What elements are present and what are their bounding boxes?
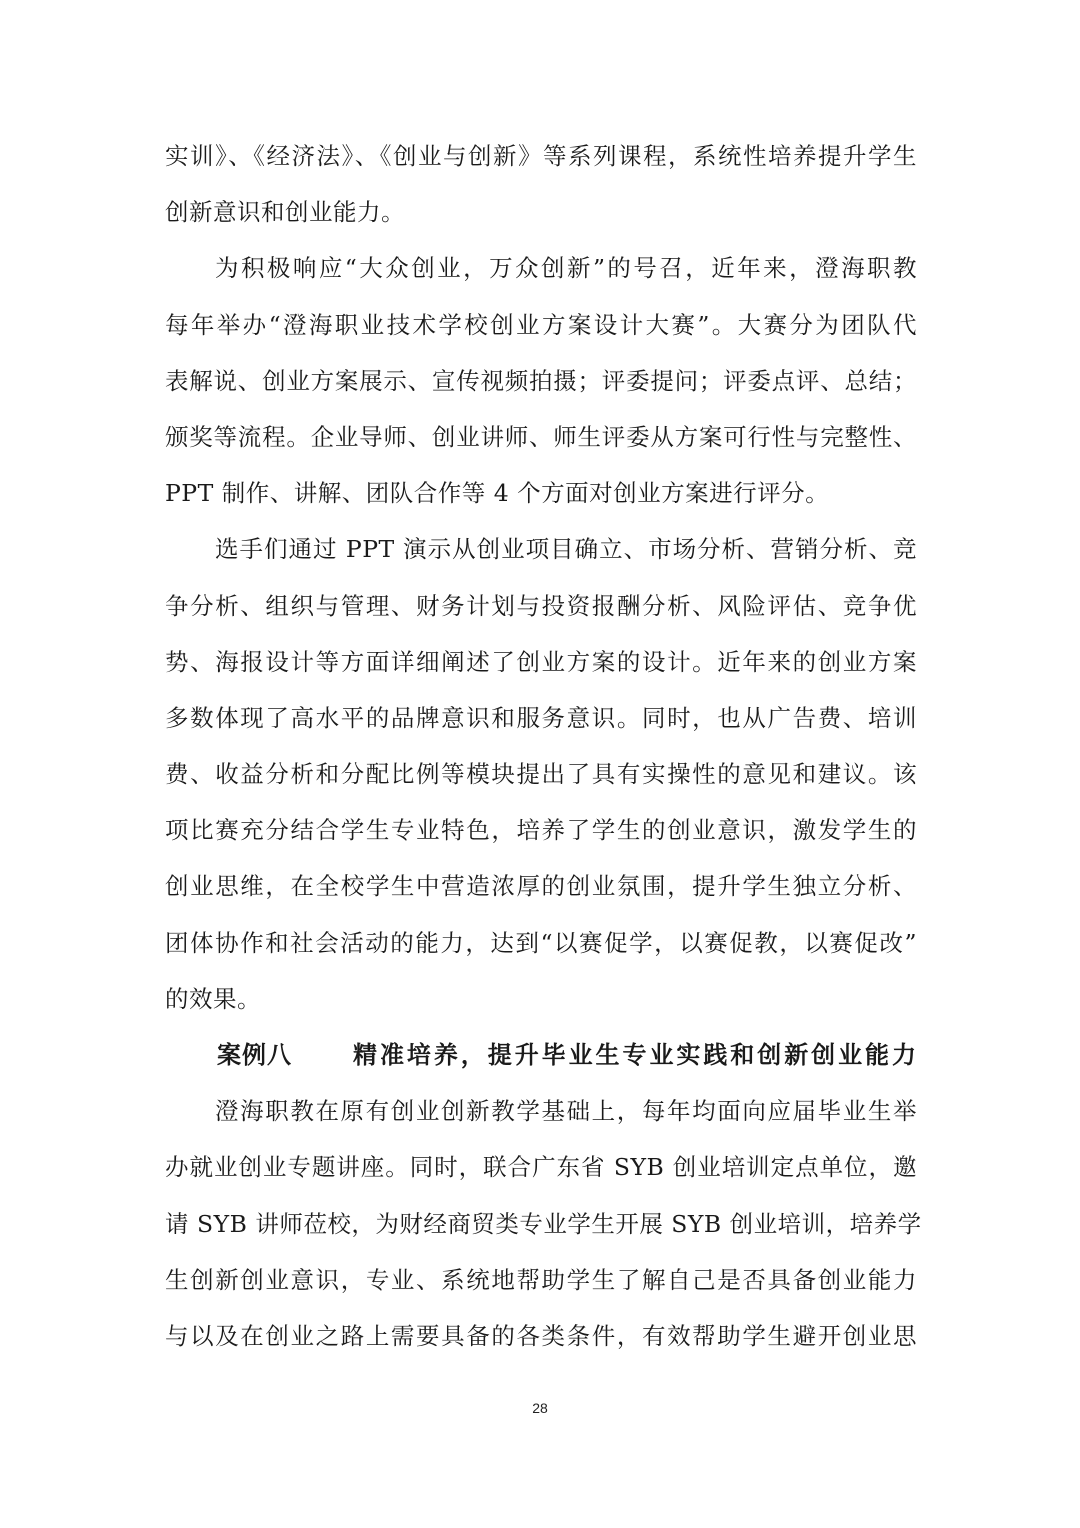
paragraph-3-line-6: 项比赛充分结合学生专业特色，培养了学生的创业意识，激发学生的 <box>165 816 917 845</box>
case-title: 精准培养，提升毕业生专业实践和创新创业能力 <box>353 1040 917 1069</box>
case-heading <box>165 1027 917 1083</box>
paragraph-2-line-5: PPT 制作、讲解、团队合作等 4 个方面对创业方案进行评分。 <box>165 479 830 508</box>
paragraph-3-line-2: 争分析、组织与管理、财务计划与投资报酬分析、风险评估、竞争优 <box>165 591 917 620</box>
paragraph-4-line-3: 请 SYB 讲师莅校，为财经商贸类专业学生开展 SYB 创业培训，培养学 <box>165 1209 922 1238</box>
paragraph-2-line-3: 表解说、创业方案展示、宣传视频拍摄；评委提问；评委点评、总结； <box>165 366 917 395</box>
body-text <box>165 128 922 1364</box>
paragraph-4-line-1: 澄海职教在原有创业创新教学基础上，每年均面向应届毕业生举 <box>215 1097 917 1126</box>
paragraph-3-line-8: 团体协作和社会活动的能力，达到“以赛促学，以赛促教，以赛促改” <box>165 928 917 957</box>
paragraph-4-line-5: 与以及在创业之路上需要具备的各类条件，有效帮助学生避开创业思 <box>165 1321 917 1350</box>
paragraph-1-line-1: 实训》、《经济法》、《创业与创新》等系列课程，系统性培养提升学生 <box>165 142 917 170</box>
paragraph-1-line-2: 创新意识和创业能力。 <box>165 198 405 227</box>
paragraph-4-line-2: 办就业创业专题讲座。同时，联合广东省 SYB 创业培训定点单位，邀 <box>165 1153 917 1182</box>
paragraph-3-line-3: 势、海报设计等方面详细阐述了创业方案的设计。近年来的创业方案 <box>165 647 917 676</box>
paragraph-3-line-5: 费、收益分析和分配比例等模块提出了具有实操性的意见和建议。该 <box>165 760 917 789</box>
paragraph-3-line-1: 选手们通过 PPT 演示从创业项目确立、市场分析、营销分析、竞 <box>215 535 917 564</box>
case-label: 案例八 <box>217 1040 292 1069</box>
paragraph-3-line-7: 创业思维，在全校学生中营造浓厚的创业氛围，提升学生独立分析、 <box>165 872 917 901</box>
paragraph-3-line-9: 的效果。 <box>165 984 261 1013</box>
paragraph-4-line-4: 生创新创业意识，专业、系统地帮助学生了解自己是否具备创业能力 <box>165 1265 917 1294</box>
paragraph-3-line-4: 多数体现了高水平的品牌意识和服务意识。同时，也从广告费、培训 <box>165 703 917 732</box>
paragraph-2-line-2: 每年举办“澄海职业技术学校创业方案设计大赛”。大赛分为团队代 <box>165 310 917 339</box>
paragraph-2-line-1: 为积极响应“大众创业，万众创新”的号召，近年来，澄海职教 <box>215 254 917 283</box>
paragraph-2-line-4: 颁奖等流程。企业导师、创业讲师、师生评委从方案可行性与完整性、 <box>165 422 917 451</box>
page-number: 28 <box>532 1400 548 1416</box>
